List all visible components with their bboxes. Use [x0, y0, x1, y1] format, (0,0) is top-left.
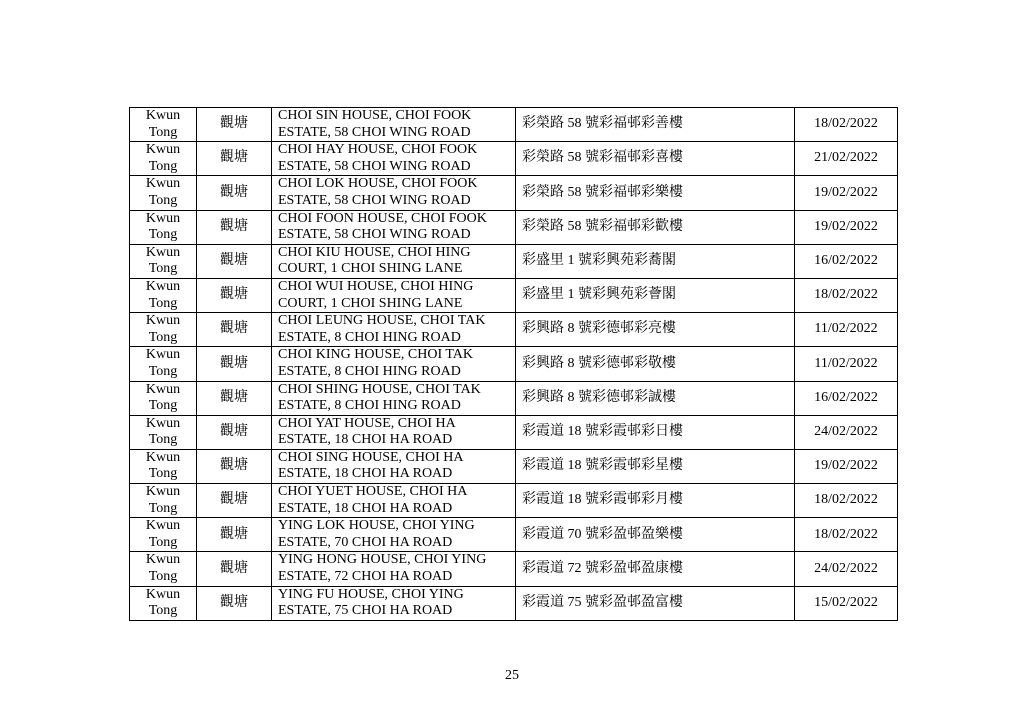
district-zh-cell: 觀塘 — [197, 484, 272, 518]
date-cell: 24/02/2022 — [795, 415, 898, 449]
table-row — [130, 449, 898, 483]
district-zh-cell: 觀塘 — [197, 347, 272, 381]
district-en-cell: Kwun Tong — [130, 313, 197, 347]
district-zh-cell: 觀塘 — [197, 552, 272, 586]
address-zh-cell: 彩霞道 18 號彩霞邨彩月樓 — [516, 484, 795, 518]
address-zh-cell: 彩興路 8 號彩德邨彩誠樓 — [516, 381, 795, 415]
table-row — [130, 244, 898, 278]
district-en-cell: Kwun Tong — [130, 108, 197, 142]
district-zh-cell: 觀塘 — [197, 278, 272, 312]
district-zh-cell: 觀塘 — [197, 381, 272, 415]
table-row — [130, 108, 898, 142]
date-cell: 18/02/2022 — [795, 518, 898, 552]
date-cell: 16/02/2022 — [795, 244, 898, 278]
address-en-cell: CHOI WUI HOUSE, CHOI HING COURT, 1 CHOI SHING LANE — [272, 278, 516, 312]
address-en-cell: CHOI LOK HOUSE, CHOI FOOK ESTATE, 58 CHOI WING ROAD — [272, 176, 516, 210]
district-zh-cell: 觀塘 — [197, 449, 272, 483]
district-en-cell: Kwun Tong — [130, 381, 197, 415]
page-number: 25 — [505, 668, 519, 683]
table-row — [130, 176, 898, 210]
district-en-cell: Kwun Tong — [130, 244, 197, 278]
address-zh-cell: 彩霞道 70 號彩盈邨盈樂樓 — [516, 518, 795, 552]
date-cell: 11/02/2022 — [795, 347, 898, 381]
date-cell: 15/02/2022 — [795, 586, 898, 620]
address-zh-cell: 彩盛里 1 號彩興苑彩薈閣 — [516, 278, 795, 312]
district-zh-cell: 觀塘 — [197, 586, 272, 620]
date-cell: 21/02/2022 — [795, 142, 898, 176]
buildings-table — [129, 107, 898, 621]
district-zh-cell: 觀塘 — [197, 244, 272, 278]
district-en-cell: Kwun Tong — [130, 586, 197, 620]
date-cell: 18/02/2022 — [795, 108, 898, 142]
address-en-cell: CHOI KIU HOUSE, CHOI HING COURT, 1 CHOI SHING LANE — [272, 244, 516, 278]
table-row — [130, 484, 898, 518]
address-zh-cell: 彩盛里 1 號彩興苑彩蕎閣 — [516, 244, 795, 278]
address-en-cell: CHOI SIN HOUSE, CHOI FOOK ESTATE, 58 CHOI WING ROAD — [272, 108, 516, 142]
address-zh-cell: 彩榮路 58 號彩福邨彩善樓 — [516, 108, 795, 142]
address-zh-cell: 彩榮路 58 號彩福邨彩歡樓 — [516, 210, 795, 244]
address-zh-cell: 彩霞道 18 號彩霞邨彩星樓 — [516, 449, 795, 483]
address-zh-cell: 彩榮路 58 號彩福邨彩樂樓 — [516, 176, 795, 210]
address-en-cell: CHOI FOON HOUSE, CHOI FOOK ESTATE, 58 CHOI WING ROAD — [272, 210, 516, 244]
district-zh-cell: 觀塘 — [197, 108, 272, 142]
district-en-cell: Kwun Tong — [130, 210, 197, 244]
date-cell: 19/02/2022 — [795, 449, 898, 483]
date-cell: 18/02/2022 — [795, 484, 898, 518]
address-en-cell: CHOI HAY HOUSE, CHOI FOOK ESTATE, 58 CHOI WING ROAD — [272, 142, 516, 176]
table-row — [130, 415, 898, 449]
table-row — [130, 552, 898, 586]
district-en-cell: Kwun Tong — [130, 278, 197, 312]
address-en-cell: CHOI YAT HOUSE, CHOI HA ESTATE, 18 CHOI HA ROAD — [272, 415, 516, 449]
table-row — [130, 586, 898, 620]
address-en-cell: CHOI SHING HOUSE, CHOI TAK ESTATE, 8 CHOI HING ROAD — [272, 381, 516, 415]
table-row — [130, 278, 898, 312]
district-zh-cell: 觀塘 — [197, 176, 272, 210]
date-cell: 24/02/2022 — [795, 552, 898, 586]
district-zh-cell: 觀塘 — [197, 313, 272, 347]
address-en-cell: CHOI SING HOUSE, CHOI HA ESTATE, 18 CHOI HA ROAD — [272, 449, 516, 483]
district-en-cell: Kwun Tong — [130, 142, 197, 176]
date-cell: 19/02/2022 — [795, 210, 898, 244]
date-cell: 16/02/2022 — [795, 381, 898, 415]
address-en-cell: CHOI KING HOUSE, CHOI TAK ESTATE, 8 CHOI HING ROAD — [272, 347, 516, 381]
address-zh-cell: 彩霞道 72 號彩盈邨盈康樓 — [516, 552, 795, 586]
district-zh-cell: 觀塘 — [197, 415, 272, 449]
district-en-cell: Kwun Tong — [130, 484, 197, 518]
address-en-cell: CHOI YUET HOUSE, CHOI HA ESTATE, 18 CHOI HA ROAD — [272, 484, 516, 518]
address-en-cell: CHOI LEUNG HOUSE, CHOI TAK ESTATE, 8 CHOI HING ROAD — [272, 313, 516, 347]
address-zh-cell: 彩興路 8 號彩德邨彩亮樓 — [516, 313, 795, 347]
table-row — [130, 518, 898, 552]
table-body — [130, 108, 898, 621]
address-zh-cell: 彩霞道 18 號彩霞邨彩日樓 — [516, 415, 795, 449]
table-row — [130, 142, 898, 176]
table-row — [130, 347, 898, 381]
district-zh-cell: 觀塘 — [197, 142, 272, 176]
district-zh-cell: 觀塘 — [197, 518, 272, 552]
district-en-cell: Kwun Tong — [130, 347, 197, 381]
district-zh-cell: 觀塘 — [197, 210, 272, 244]
date-cell: 19/02/2022 — [795, 176, 898, 210]
address-zh-cell: 彩榮路 58 號彩福邨彩喜樓 — [516, 142, 795, 176]
address-zh-cell: 彩霞道 75 號彩盈邨盈富樓 — [516, 586, 795, 620]
table-row — [130, 313, 898, 347]
district-en-cell: Kwun Tong — [130, 176, 197, 210]
district-en-cell: Kwun Tong — [130, 552, 197, 586]
district-en-cell: Kwun Tong — [130, 518, 197, 552]
date-cell: 18/02/2022 — [795, 278, 898, 312]
district-en-cell: Kwun Tong — [130, 415, 197, 449]
date-cell: 11/02/2022 — [795, 313, 898, 347]
table-row — [130, 381, 898, 415]
address-en-cell: YING HONG HOUSE, CHOI YING ESTATE, 72 CHOI HA ROAD — [272, 552, 516, 586]
address-en-cell: YING FU HOUSE, CHOI YING ESTATE, 75 CHOI HA ROAD — [272, 586, 516, 620]
address-en-cell: YING LOK HOUSE, CHOI YING ESTATE, 70 CHOI HA ROAD — [272, 518, 516, 552]
district-en-cell: Kwun Tong — [130, 449, 197, 483]
table-row — [130, 210, 898, 244]
address-zh-cell: 彩興路 8 號彩德邨彩敬樓 — [516, 347, 795, 381]
